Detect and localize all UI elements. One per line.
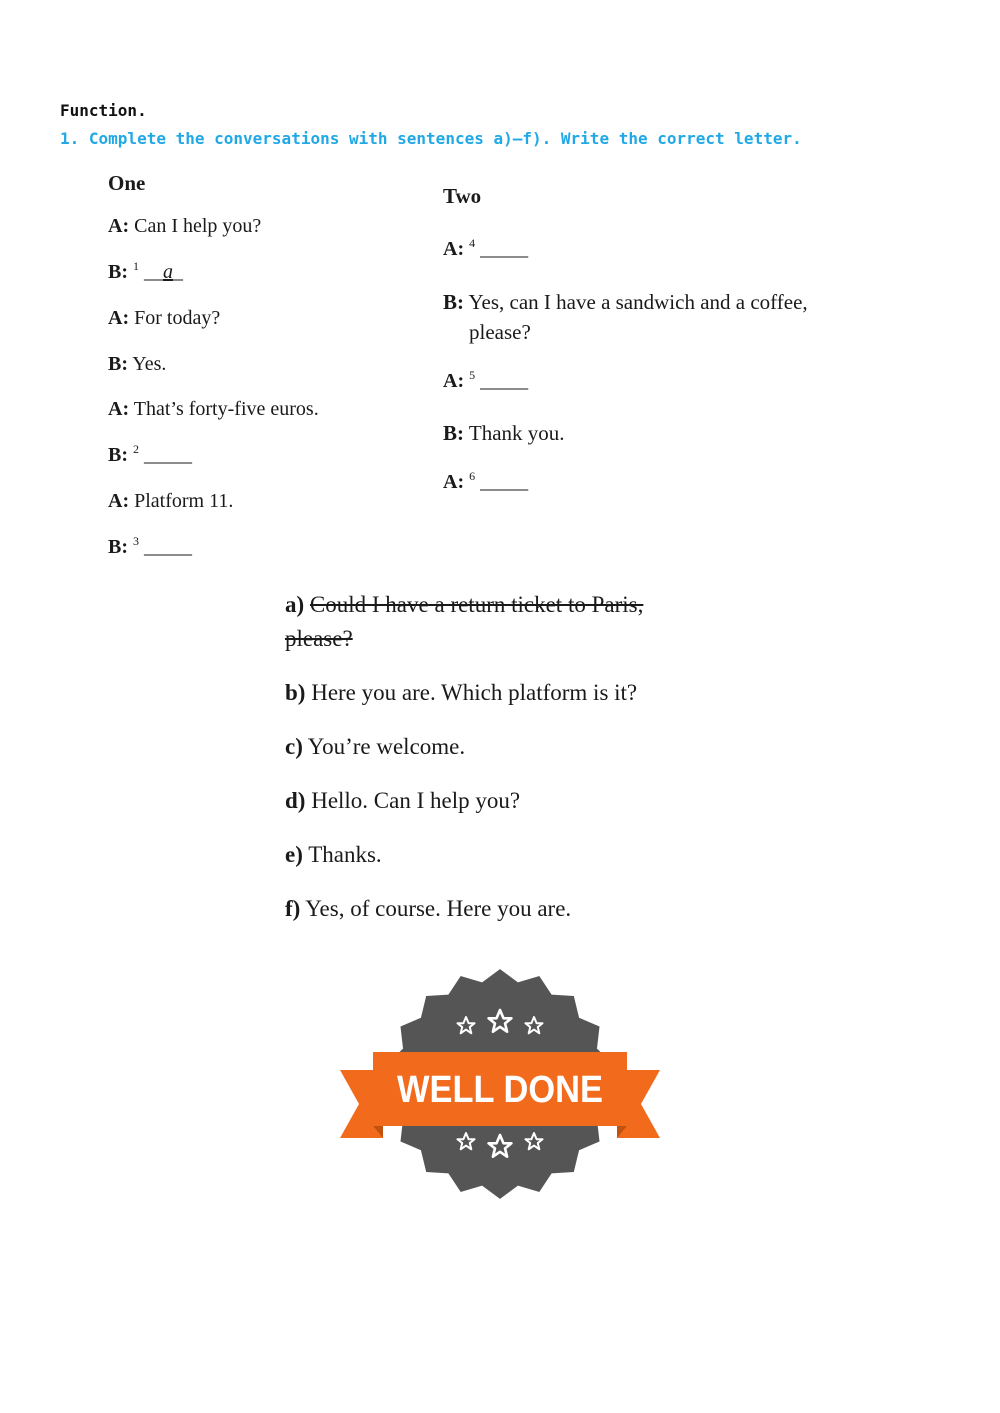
option-label: f)	[285, 896, 301, 921]
exercise-instruction: 1. Complete the conversations with sentences a)–f). Write the correct letter.	[60, 129, 802, 148]
gap-number: 2	[133, 442, 139, 456]
speaker-label: A:	[108, 215, 130, 237]
speaker-label: B:	[108, 444, 128, 466]
gap-number: 5	[469, 368, 476, 382]
dialogue-line-gap	[443, 471, 528, 494]
badge-text: WELL DONE	[397, 1069, 603, 1111]
dialogue-line	[443, 421, 565, 446]
dialogue-line	[108, 215, 261, 238]
gap-number: 1	[133, 259, 139, 273]
option-text: Here you are. Which platform is it?	[311, 680, 638, 705]
option-a-continued: please?	[285, 626, 353, 651]
option-b[interactable]	[285, 680, 637, 706]
speaker-label: B:	[108, 536, 128, 558]
option-label: a)	[285, 592, 305, 617]
answer-blank-tail: _	[173, 261, 183, 283]
option-text: Could I have a return ticket to Paris,	[309, 592, 644, 617]
option-text: You’re welcome.	[307, 734, 466, 759]
option-f[interactable]	[285, 896, 571, 922]
dialogue-text: Thank you.	[468, 421, 565, 445]
section-heading: Function.	[60, 101, 147, 120]
speaker-label: A:	[443, 471, 465, 493]
speaker-label: B:	[443, 290, 464, 314]
dialogue-line	[443, 290, 808, 315]
option-d[interactable]	[285, 788, 520, 814]
dialogue-line-answer	[108, 261, 183, 284]
dialogue-text-continued: please?	[469, 320, 531, 344]
answer-blank[interactable]: _____	[144, 536, 192, 558]
dialogue-line	[108, 353, 166, 376]
speaker-label: B:	[443, 421, 464, 445]
option-label: d)	[285, 788, 306, 813]
dialogue-line-gap	[108, 536, 192, 559]
option-text: Thanks.	[308, 842, 382, 867]
well-done-badge	[335, 962, 665, 1207]
filled-answer[interactable]: a	[163, 261, 173, 283]
speaker-label: A:	[443, 238, 465, 260]
answer-blank[interactable]: _____	[480, 471, 528, 493]
speaker-label: A:	[443, 370, 465, 392]
dialogue-line	[108, 490, 233, 513]
dialogue-text: Yes.	[132, 353, 167, 375]
option-c[interactable]	[285, 734, 465, 760]
option-text: Hello. Can I help you?	[311, 788, 521, 813]
dialogue-line-gap	[108, 444, 192, 467]
option-label: c)	[285, 734, 303, 759]
dialogue-line-gap	[443, 238, 528, 261]
option-label: e)	[285, 842, 303, 867]
option-label: b)	[285, 680, 306, 705]
option-text: Yes, of course. Here you are.	[305, 896, 572, 921]
speaker-label: B:	[108, 353, 128, 375]
conversation-one-title: One	[108, 171, 146, 195]
dialogue-text: Yes, can I have a sandwich and a coffee,	[468, 290, 808, 314]
answer-blank[interactable]: _____	[144, 444, 192, 466]
dialogue-line	[108, 398, 319, 421]
answer-blank[interactable]: _____	[480, 238, 528, 260]
dialogue-text: Can I help you?	[134, 215, 262, 237]
answer-blank[interactable]: _____	[480, 370, 528, 392]
conversation-two-title: Two	[443, 184, 482, 208]
speaker-label: A:	[108, 490, 130, 512]
gap-number: 3	[133, 534, 139, 548]
dialogue-text: Platform 11.	[134, 490, 234, 512]
dialogue-text: That’s forty-five euros.	[133, 398, 319, 420]
speaker-label: B:	[108, 261, 128, 283]
speaker-label: A:	[108, 307, 130, 329]
option-e[interactable]	[285, 842, 382, 868]
dialogue-line-gap	[443, 370, 528, 393]
speaker-label: A:	[108, 398, 130, 420]
answer-blank[interactable]: __	[144, 261, 163, 283]
gap-number: 6	[469, 469, 476, 483]
dialogue-line	[108, 307, 220, 330]
option-a[interactable]	[285, 592, 643, 618]
dialogue-text: For today?	[134, 307, 221, 329]
gap-number: 4	[469, 236, 476, 250]
